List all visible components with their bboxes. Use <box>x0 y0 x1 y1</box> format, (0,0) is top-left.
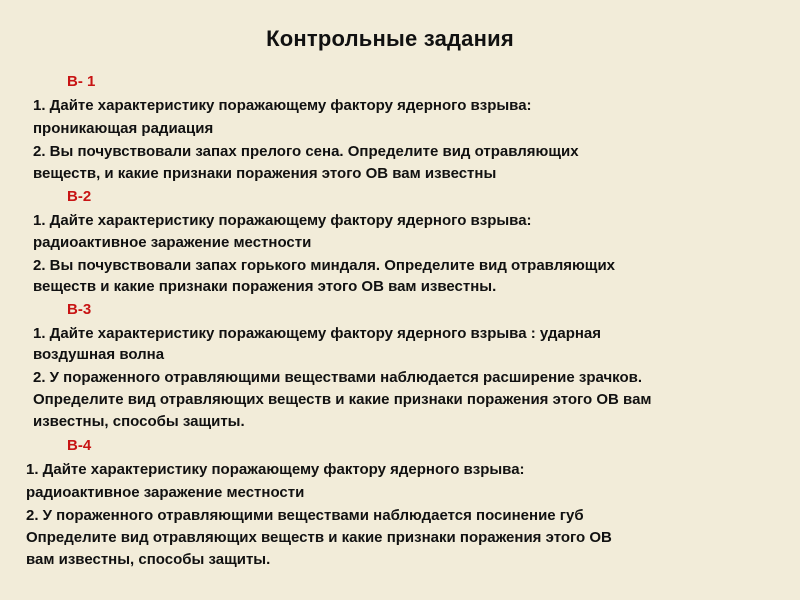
variant-3-line-1: 1. Дайте характеристику поражающему фактору ядерного взрыва : ударная <box>33 325 602 342</box>
variant-3-line-4: Определите вид отравляющих веществ и какие признаки поражения этого ОВ вам <box>33 391 652 408</box>
variant-1-line-4: веществ, и какие признаки поражения этого ОВ вам известны <box>33 165 497 182</box>
variant-2-label: В-2 <box>67 188 92 205</box>
variant-4-line-3: 2. У пораженного отравляющими веществами наблюдается посинение губ <box>26 507 584 524</box>
variant-2-line-2: радиоактивное заражение местности <box>33 234 312 251</box>
variant-4-line-4: Определите вид отравляющих веществ и какие признаки поражения этого ОВ <box>26 529 612 546</box>
variant-1-line-1: 1. Дайте характеристику поражающему фактору ядерного взрыва: <box>33 97 532 114</box>
variant-2-line-3: 2. Вы почувствовали запах горького миндаля. Определите вид отравляющих <box>33 257 616 274</box>
variant-1-label: В- 1 <box>67 73 96 90</box>
variant-1-line-3: 2. Вы почувствовали запах прелого сена. Определите вид отравляющих <box>33 143 579 160</box>
slide-title: Контрольные задания <box>266 26 514 51</box>
variant-4-line-5: вам известны, способы защиты. <box>26 551 271 568</box>
variant-3-label: В-3 <box>67 301 92 318</box>
variant-2-line-1: 1. Дайте характеристику поражающему фактору ядерного взрыва: <box>33 212 532 229</box>
variant-3-line-2: воздушная волна <box>33 346 165 363</box>
variant-4-label: В-4 <box>67 437 92 454</box>
variant-1-line-2: проникающая радиация <box>33 120 214 137</box>
variant-2-line-4: веществ и какие признаки поражения этого ОВ вам известны. <box>33 278 497 295</box>
variant-3-line-3: 2. У пораженного отравляющими веществами наблюдается расширение зрачков. <box>33 369 643 386</box>
variant-3-line-5: известны, способы защиты. <box>33 413 245 430</box>
variant-4-line-1: 1. Дайте характеристику поражающему фактору ядерного взрыва: <box>26 461 525 478</box>
variant-4-line-2: радиоактивное заражение местности <box>26 484 305 501</box>
